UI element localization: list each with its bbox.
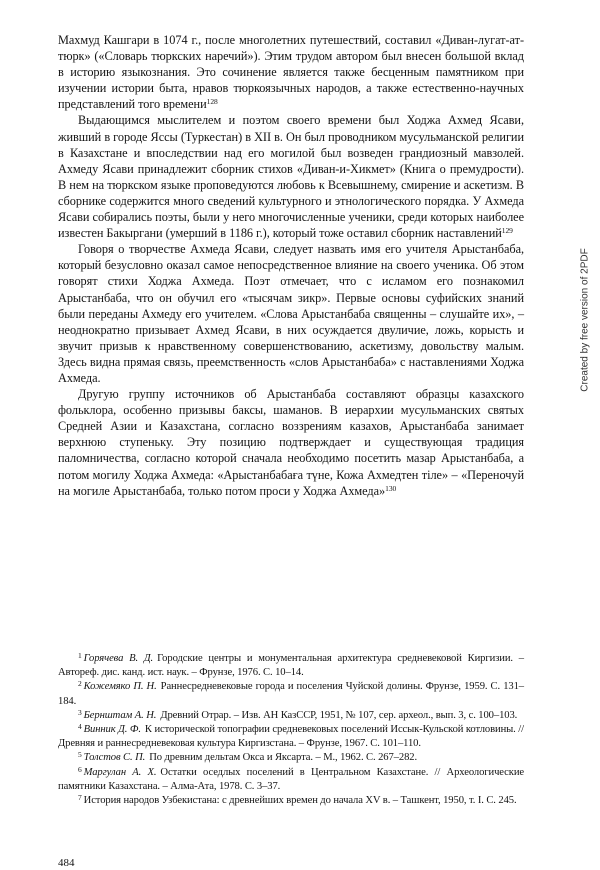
footnote-text: Остатки оседлых поселений в Центральном Казахстане. // Археологические памятники Казахстана. – Алма-Ата, 1978. С. 3–37.: [58, 766, 524, 792]
footnote-4: [58, 723, 524, 751]
footnote-ref: 129: [501, 226, 513, 236]
paragraph-3: [58, 241, 524, 386]
footnote-7: [58, 794, 524, 808]
paragraph-1: [58, 32, 524, 112]
footnote-author: Горячева В. Д.: [83, 653, 154, 664]
footnotes: [58, 652, 524, 808]
footnote-text: Раннесредневековые города и поселения Чуйской долины. Фрунзе, 1959. С. 131–184.: [58, 681, 524, 707]
footnote-text: По древним дельтам Окса и Яксарта. – М., 1962. С. 267–282.: [149, 752, 418, 764]
footnote-author: Толстов С. П.: [83, 752, 146, 764]
footnote-number: 2: [78, 679, 82, 689]
footnote-ref: 128: [206, 97, 218, 107]
watermark-text: Created by free version of 2PDF: [579, 248, 591, 392]
footnote-6: [58, 766, 524, 794]
paragraph-4: [58, 386, 524, 499]
footnote-1: [58, 652, 524, 680]
footnote-text: Древний Отрар. – Изв. АН КазССР, 1951, № 107, сер. археол., вып. 3, с. 100–103.: [160, 709, 518, 721]
paragraph-text: Выдающимся мыслителем и поэтом своего времени был Ходжа Ахмед Ясави, живший в городе Яссы (Туркестан) в XII в. Он был проводником мусульманской религии в Казахстане и впоследствии над его могилой был возведен грандиозный мавзолей. Ахмеду Ясави принадлежит сборник стихов «Диван-и-Хикмет» (Книга о премудрости). В нем на тюркском языке проповедуются любовь к Всевышнему, смирение и аскетизм. В сборнике содержится много сведений культурного и этнологического порядка. У Ахмеда Ясави собирались поэты, были у него многочисленные ученики, среди которых наиболее известен Бакыргани (умерший в 1186 г.), который тоже оставил сборник наставлений: [58, 113, 524, 241]
footnote-number: 7: [78, 793, 82, 803]
footnote-number: 1: [78, 651, 82, 660]
footnote-3: [58, 709, 524, 723]
footnote-ref: 130: [385, 483, 397, 493]
footnote-number: 3: [78, 707, 82, 717]
footnote-5: [58, 751, 524, 765]
page-number: 484: [58, 857, 75, 869]
footnote-text: К исторической топографии средневековых поселений Иссык-Кульской котловины. // Древняя и раннесредневековая культура Киргизстана. – Фрунзе, 1967. С. 101–110.: [58, 724, 524, 750]
footnote-text: Городские центры и монументальная архитектура средневековой Киргизии. – Автореф. дис. канд. ист. наук. – Фрунзе, 1976. С. 10–14.: [58, 653, 524, 679]
footnote-author: Маргулан А. Х.: [83, 766, 157, 778]
footnote-number: 4: [78, 722, 82, 732]
paragraph-text: Другую группу источников об Арыстанбаба составляют образцы казахского фольклора, особенно призывы баксы, шаманов. В иерархии мусульманских святых Средней Азии и Казахстана, согласно воззрениям казахов, Арыстанбаба занимает верхнюю ступеньку. Эту позицию подтверждает и существующая традиция паломничества, согласно которой сначала необходимо посетить мазар Арыстанбаба, а потом могилу Ходжа Ахмеда: «Арыстанбабаға түне, Кожа Ахмедтен тіле» – «Переночуй на могиле Арыстанбаба, только потом проси у Ходжа Ахмеда»: [58, 387, 524, 498]
footnote-number: 5: [78, 750, 82, 760]
footnote-2: [58, 680, 524, 708]
footnote-text: История народов Узбекистана: с древнейших времен до начала XV в. – Ташкент, 1950, т. I. С. 245.: [83, 795, 517, 807]
footnote-author: Кожемяко П. Н.: [83, 681, 157, 693]
footnote-author: Бернштам А. Н.: [83, 709, 157, 721]
footnote-author: Винник Д. Ф.: [83, 724, 141, 736]
paragraph-text: Говоря о творчестве Ахмеда Ясави, следует назвать имя его учителя Арыстанбаба, который безусловно оказал самое непосредственное влияние на своего ученика. Об этом говорят стихи Ходжа Ахмеда. Поэт отмечает, что с исламом его познакомил Арыстанбаба, что он обучил его «тысячам зикр». Первые основы суфийских знаний были переданы Ахмеду его учителем. «Слова Арыстанбаба священны – слушайте их», – неоднократно призывает Ахмед Ясави, в них осуждается двуличие, ложь, корысть и звучит призыв к нравственному совершенствованию, аскетизму, довольству малым. Здесь видна прямая связь, преемственность «слов Арыстанбаба» с наставлениями Ходжа Ахмеда.: [58, 242, 524, 385]
footnote-number: 6: [78, 764, 82, 774]
paragraph-text: Махмуд Кашгари в 1074 г., после многолетних путешествий, составил «Диван-лугат-ат-тюрк» («Словарь тюркских наречий»). Этим трудом автором был внесен большой вклад в историю языкознания. Это сочинение является также бесценным памятником при изучении истории быта, нравов тюркоязычных народов, а также естественно-научных представлений того времени: [58, 33, 524, 112]
main-text: [58, 32, 524, 499]
paragraph-2: [58, 112, 524, 241]
